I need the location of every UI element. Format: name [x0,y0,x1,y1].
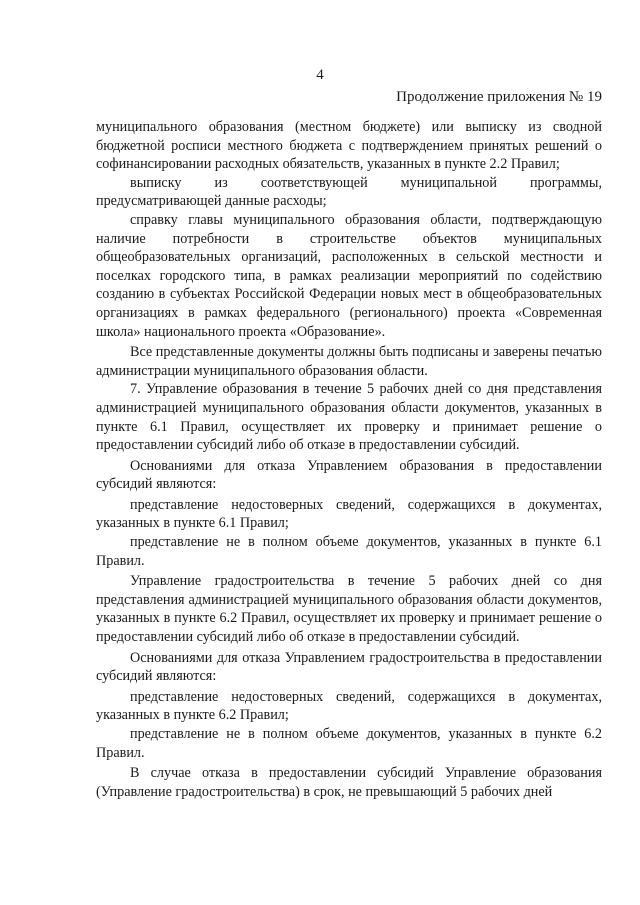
paragraph-refusal-grounds-urban: Основаниями для отказа Управлением градостроительства в предоставлении субсидий являются: [96,649,602,685]
paragraph-false-info-6-2: представление недостоверных сведений, содержащихся в документах, указанных в пункте 6.2 Правил; [96,688,602,724]
paragraph-incomplete-6-2: представление не в полном объеме документов, указанных в пункте 6.2 Правил. [96,726,602,761]
paragraph-refusal-grounds-education: Основаниями для отказа Управлением образования в предоставлении субсидий являются: [96,457,602,493]
page-number: 4 [316,67,324,83]
paragraph-urban-planning-review: Управление градостроительства в течение 5 рабочих дней со дня представления администрацией муниципального образования области документов, указанных в пункте 6.2 Правил, осуществляет их проверку и принимает решение о предоставлении субсидий либо об отказе в предоставлении субсидий. [96,573,602,646]
paragraph-item-7: 7. Управление образования в течение 5 рабочих дней со дня представления администрацией муниципального образования области документов, указанных в пункте 6.1 Правил, осуществляет их проверку и принимает решение о предоставлении субсидий либо об отказе в предоставлении субсидий. [96,381,602,454]
paragraph-incomplete-6-1: представление не в полном объеме документов, указанных в пункте 6.1 Правил. [96,534,602,569]
paragraph-budget-extract: муниципального образования (местном бюджете) или выписку из сводной бюджетной росписи местного бюджета с подтверждением принятых решений о софинансировании расходных обязательств, указанных в пункте 2.2 Правил; [96,119,602,173]
paragraph-false-info-6-1: представление недостоверных сведений, содержащихся в документах, указанных в пункте 6.1 Правил; [96,496,602,532]
paragraph-program-extract: выписку из соответствующей муниципальной программы, предусматривающей данные расходы; [96,174,602,210]
annex-continuation-title: Продолжение приложения № 19 [396,89,602,105]
document-body [96,118,602,801]
paragraph-head-certificate: справку главы муниципального образования области, подтверждающую наличие потребности в строительстве объектов муниципальных общеобразовательных организаций, расположенных в сельской местности и поселках городского типа, в рамках реализации мероприятий по содействию созданию в субъектах Российской Федерации новых мест в общеобразовательных организациях в рамках федерального (регионального) проекта «Современная школа» национального проекта «Образование». [96,211,602,340]
paragraph-refusal-case: В случае отказа в предоставлении субсидий Управление образования (Управление градостроительства) в срок, не превышающий 5 рабочих дней [96,765,602,800]
paragraph-signatures: Все представленные документы должны быть подписаны и заверены печатью администрации муниципального образования области. [96,344,602,379]
